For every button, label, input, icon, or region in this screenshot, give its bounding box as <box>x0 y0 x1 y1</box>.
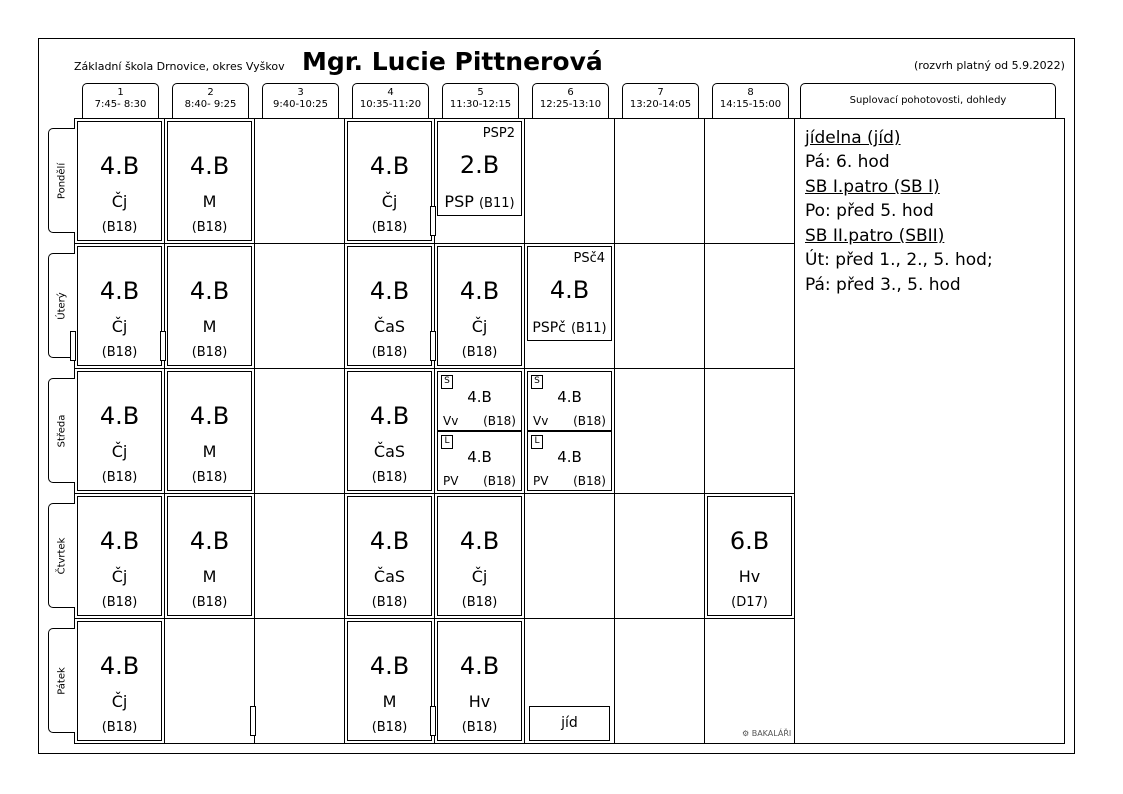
lesson-class: 4.B <box>99 152 140 180</box>
lesson-subject: PV <box>533 474 549 488</box>
lesson-subject: Čj <box>111 567 128 586</box>
lesson-subject: M <box>202 442 217 461</box>
period-time: 13:20-14:05 <box>629 99 692 110</box>
period-number: 8 <box>747 87 754 98</box>
bakalari-logo-icon: ⚙ <box>742 729 750 738</box>
lesson-thu-2[interactable] <box>167 496 252 616</box>
lesson-subject: Hv <box>738 567 761 586</box>
logo-text: BAKALÁŘI <box>751 729 792 738</box>
lesson-class: 4.B <box>467 388 492 406</box>
lesson-class: 4.B <box>189 402 230 430</box>
period-header-4 <box>352 83 429 119</box>
lesson-fri-4[interactable] <box>347 621 432 741</box>
duty-time: Pá: 6. hod <box>805 152 890 172</box>
school-name: Základní škola Drnovice, okres Vyškov <box>74 60 285 73</box>
lesson-room: (B18) <box>371 345 408 360</box>
lesson-subject-room <box>438 192 521 211</box>
lesson-subject: M <box>202 567 217 586</box>
lesson-room: (B18) <box>483 414 516 428</box>
lesson-thu-4[interactable] <box>347 496 432 616</box>
lesson-wed-4[interactable] <box>347 371 432 491</box>
lesson-room: (B18) <box>573 414 606 428</box>
lesson-thu-1[interactable] <box>77 496 162 616</box>
lesson-subject: Čj <box>111 192 128 211</box>
lesson-mon-5[interactable] <box>437 121 522 216</box>
lesson-room: (D17) <box>731 595 768 610</box>
grid-line <box>344 118 345 744</box>
lesson-room: (B18) <box>573 474 606 488</box>
lesson-class: 6.B <box>729 527 770 555</box>
period-header-2 <box>172 83 249 119</box>
lesson-room: (B18) <box>371 220 408 235</box>
lesson-room: (B18) <box>101 470 138 485</box>
lesson-tue-5[interactable] <box>437 246 522 366</box>
lesson-mon-2[interactable] <box>167 121 252 241</box>
lesson-subject: Vv <box>443 414 459 428</box>
lesson-class: 4.B <box>459 277 500 305</box>
day-text: Pátek <box>56 666 68 695</box>
period-number: 6 <box>567 87 574 98</box>
lesson-subject: ČaS <box>373 567 406 586</box>
lesson-subject: Vv <box>533 414 549 428</box>
lesson-subject: Čj <box>111 692 128 711</box>
lesson-mon-4[interactable] <box>347 121 432 241</box>
duty-location: SB I.patro (SB I) <box>805 177 940 197</box>
lesson-room: (B11) <box>478 196 515 211</box>
lesson-subject: Hv <box>468 692 491 711</box>
period-number: 2 <box>207 87 214 98</box>
lesson-tue-6[interactable] <box>527 246 612 341</box>
period-number: 3 <box>297 87 304 98</box>
period-time: 7:45- 8:30 <box>94 99 147 110</box>
day-label-monday <box>48 128 75 233</box>
lesson-class: 4.B <box>467 448 492 466</box>
group-letter: L <box>531 435 543 449</box>
lesson-room: (B18) <box>461 595 498 610</box>
lesson-class: 4.B <box>369 277 410 305</box>
duty-location: jídelna (jíd) <box>805 128 901 148</box>
lesson-class: 2.B <box>459 151 500 179</box>
lesson-class: 4.B <box>189 527 230 555</box>
period-time: 11:30-12:15 <box>449 99 512 110</box>
lesson-room: (B11) <box>570 321 607 336</box>
lesson-room: (B18) <box>191 345 228 360</box>
grid-line <box>704 118 705 744</box>
grid-line <box>524 118 525 744</box>
lesson-room: (B18) <box>371 595 408 610</box>
lesson-class: 4.B <box>557 388 582 406</box>
period-number: 5 <box>477 87 484 98</box>
lesson-class: 4.B <box>369 402 410 430</box>
lesson-group-tag: PSč4 <box>573 251 605 266</box>
lesson-room: (B18) <box>461 720 498 735</box>
period-time: 12:25-13:10 <box>539 99 602 110</box>
grid-line <box>794 118 795 744</box>
lesson-tue-1[interactable] <box>77 246 162 366</box>
period-number: 7 <box>657 87 664 98</box>
lesson-room: (B18) <box>191 220 228 235</box>
lesson-wed-5-group-l[interactable] <box>437 431 522 491</box>
day-label-friday <box>48 628 75 733</box>
day-text: Úterý <box>56 291 68 320</box>
lesson-subject: M <box>382 692 397 711</box>
lesson-class: 4.B <box>189 277 230 305</box>
group-letter: S <box>531 375 543 389</box>
day-text: Čtvrtek <box>56 537 68 574</box>
lesson-fri-1[interactable] <box>77 621 162 741</box>
lesson-subject-room <box>528 317 611 336</box>
bakalari-logo <box>742 729 791 738</box>
lesson-tue-4[interactable] <box>347 246 432 366</box>
group-letter: L <box>441 435 453 449</box>
lesson-class: 4.B <box>369 652 410 680</box>
duty-location: SB II.patro (SBII) <box>805 226 945 246</box>
lesson-class: 4.B <box>99 277 140 305</box>
lesson-subject: PV <box>443 474 459 488</box>
lesson-class: 4.B <box>557 448 582 466</box>
lesson-subject: ČaS <box>373 442 406 461</box>
lesson-wed-5-group-s[interactable] <box>437 371 522 431</box>
lesson-wed-1[interactable] <box>77 371 162 491</box>
day-label-wednesday <box>48 378 75 483</box>
lesson-subject: M <box>202 192 217 211</box>
period-time: 8:40- 9:25 <box>184 99 237 110</box>
lesson-class: 4.B <box>99 527 140 555</box>
lesson-mon-1[interactable] <box>77 121 162 241</box>
substitute-header: Suplovací pohotovosti, dohledy <box>800 83 1056 119</box>
lesson-room: (B18) <box>101 720 138 735</box>
period-header-3 <box>262 83 339 119</box>
lesson-wed-2[interactable] <box>167 371 252 491</box>
period-time: 14:15-15:00 <box>719 99 782 110</box>
lesson-tue-2[interactable] <box>167 246 252 366</box>
lesson-room: (B18) <box>191 595 228 610</box>
lesson-class: 4.B <box>459 652 500 680</box>
lesson-thu-5[interactable] <box>437 496 522 616</box>
lesson-room: (B18) <box>191 470 228 485</box>
lesson-subject: Čj <box>381 192 398 211</box>
group-letter: S <box>441 375 453 389</box>
day-label-thursday <box>48 503 75 608</box>
period-header-7 <box>622 83 699 119</box>
period-header-1 <box>82 83 159 119</box>
duty-time: Po: před 5. hod <box>805 201 934 221</box>
period-header-8 <box>712 83 789 119</box>
duty-time: Út: před 1., 2., 5. hod; <box>805 250 993 270</box>
grid-line <box>614 118 615 744</box>
lesson-room: (B18) <box>101 595 138 610</box>
lesson-class: 4.B <box>189 152 230 180</box>
period-header-6 <box>532 83 609 119</box>
lesson-room: (B18) <box>483 474 516 488</box>
lesson-subject: Čj <box>471 317 488 336</box>
period-time: 9:40-10:25 <box>273 99 328 110</box>
lesson-subject: PSP <box>444 192 474 211</box>
period-number: 1 <box>117 87 124 98</box>
lesson-subject: Čj <box>471 567 488 586</box>
lesson-room: (B18) <box>371 720 408 735</box>
lesson-class: 4.B <box>549 276 590 304</box>
break-marker <box>250 706 256 736</box>
lesson-room: (B18) <box>101 220 138 235</box>
lesson-subject: M <box>202 317 217 336</box>
lesson-group-tag: PSP2 <box>482 126 515 141</box>
grid-line <box>254 118 255 744</box>
grid-line <box>164 118 165 744</box>
teacher-name: Mgr. Lucie Pittnerová <box>302 47 603 76</box>
break-marker <box>160 331 166 361</box>
lesson-class: 4.B <box>99 652 140 680</box>
lesson-subject: ČaS <box>373 317 406 336</box>
period-header-5 <box>442 83 519 119</box>
lesson-fri-5[interactable] <box>437 621 522 741</box>
day-text: Pondělí <box>56 162 68 199</box>
duty-box-fri-6[interactable]: jíd <box>529 706 610 741</box>
lesson-room: (B18) <box>101 345 138 360</box>
lesson-class: 4.B <box>369 527 410 555</box>
lesson-room: (B18) <box>371 470 408 485</box>
validity-note: (rozvrh platný od 5.9.2022) <box>914 59 1065 72</box>
break-marker <box>430 706 436 736</box>
lesson-subject: PSPč <box>532 320 566 336</box>
lesson-class: 4.B <box>99 402 140 430</box>
lesson-class: 4.B <box>459 527 500 555</box>
day-text: Středa <box>56 414 68 447</box>
period-number: 4 <box>387 87 394 98</box>
lesson-room: (B18) <box>461 345 498 360</box>
break-marker <box>430 206 436 236</box>
lesson-wed-6-group-l[interactable] <box>527 431 612 491</box>
lesson-subject: Čj <box>111 442 128 461</box>
duty-time: Pá: před 3., 5. hod <box>805 275 961 295</box>
lesson-subject: Čj <box>111 317 128 336</box>
lesson-thu-8[interactable] <box>707 496 792 616</box>
lesson-wed-6-group-s[interactable] <box>527 371 612 431</box>
break-marker <box>430 331 436 361</box>
lesson-class: 4.B <box>369 152 410 180</box>
period-time: 10:35-11:20 <box>359 99 422 110</box>
break-marker <box>70 331 76 361</box>
